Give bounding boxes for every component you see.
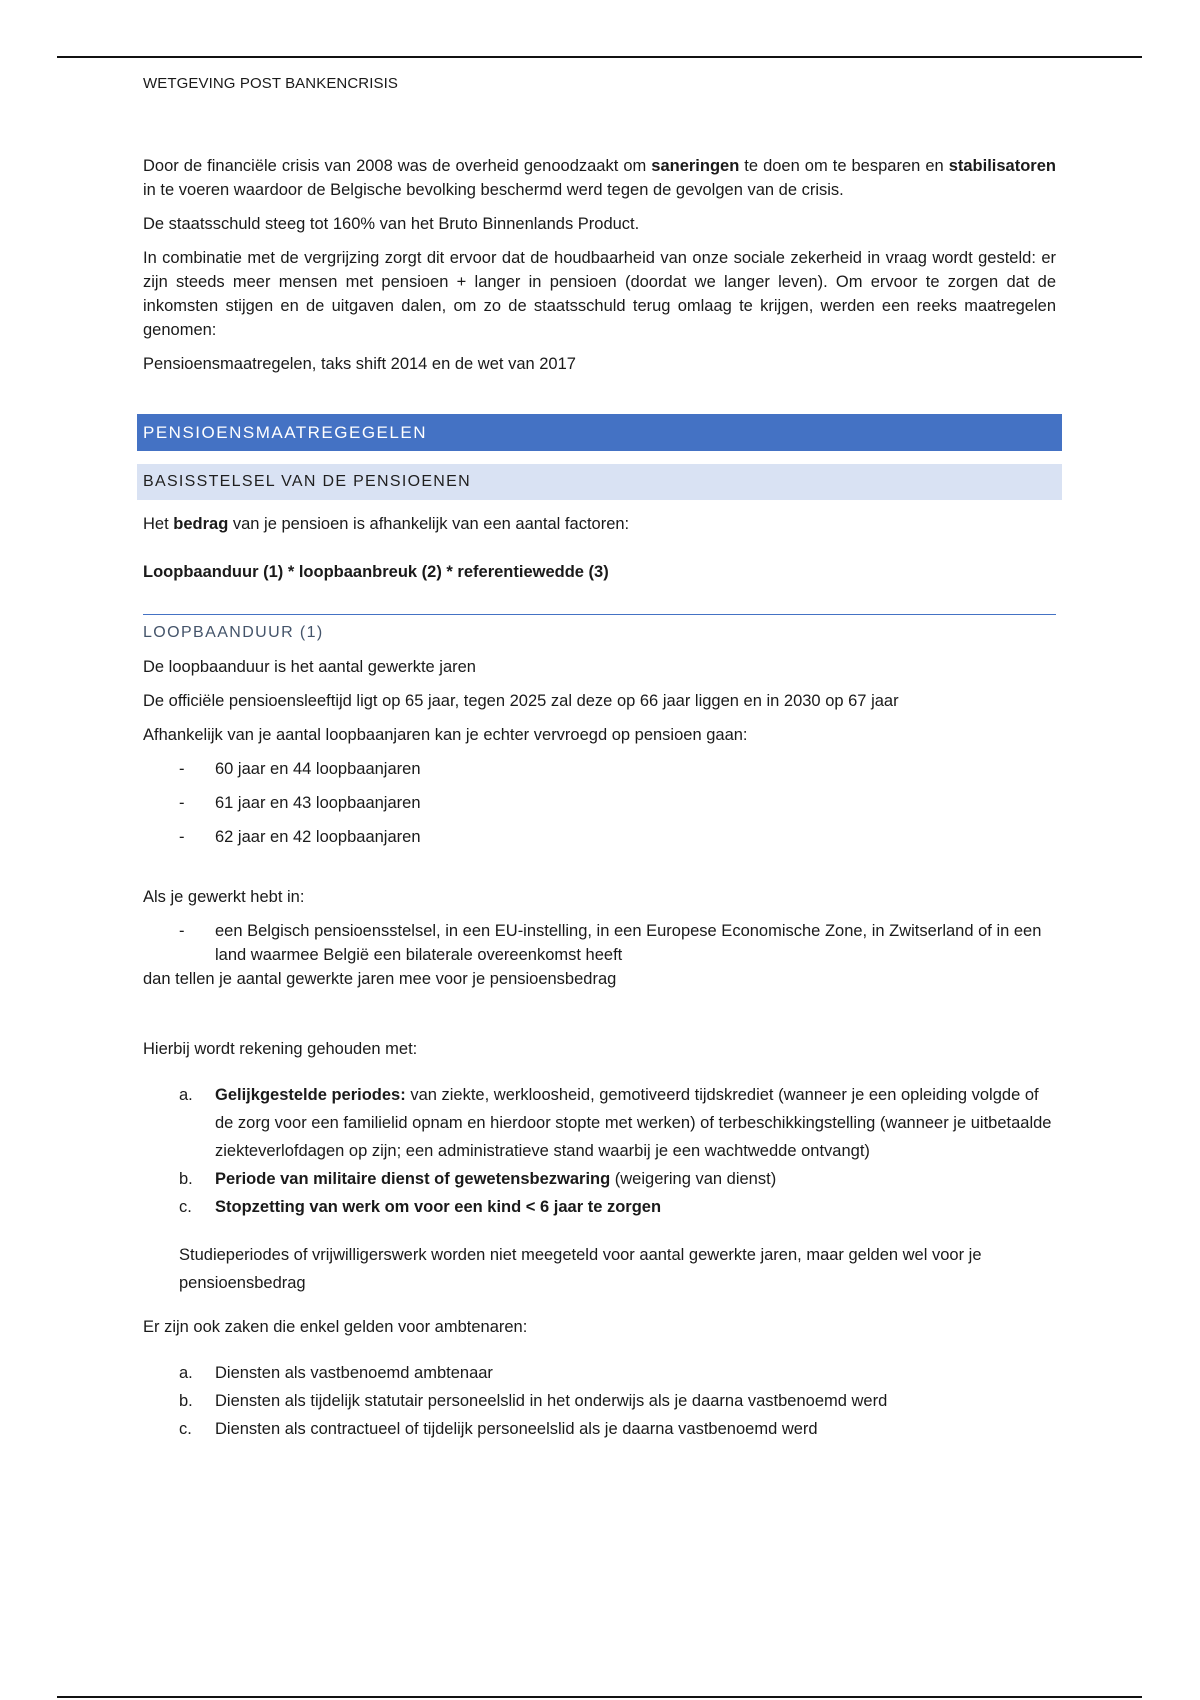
amount-paragraph [143, 512, 1056, 536]
civil-servant-list [143, 1359, 1056, 1443]
list-item-text: 60 jaar en 44 loopbaanjaren [215, 760, 421, 778]
alpha-marker: a. [179, 1086, 193, 1104]
dash-marker: - [179, 760, 185, 778]
career-paragraph-2: De officiële pensioensleeftijd ligt op 65 jaar, tegen 2025 zal deze op 66 jaar liggen en in 2030 op 67 jaar [143, 692, 899, 710]
list-item-bold: Gelijkgestelde periodes: [215, 1086, 406, 1104]
amount-bold: bedrag [173, 515, 229, 533]
list-item [143, 1193, 1056, 1221]
list-item-text: Diensten als vastbenoemd ambtenaar [215, 1364, 493, 1382]
intro-bold-saneringen: saneringen [651, 157, 740, 175]
list-item-bold: Periode van militaire dienst of gewetensbezwaring [215, 1170, 611, 1188]
intro-bold-stabilisatoren: stabilisatoren [948, 157, 1056, 175]
list-item-text: een Belgisch pensioensstelsel, in een EU-instelling, in een Europese Economische Zone, in Zwitserland of in een land waarmee België een bilaterale overeenkomst heeft [215, 922, 1042, 964]
intro-text: te doen om te besparen en [739, 157, 949, 175]
dash-marker: - [179, 922, 185, 940]
list-item-text: 62 jaar en 42 loopbaanjaren [215, 828, 421, 846]
list-item-text: (weigering van dienst) [610, 1170, 777, 1188]
list-item-text: Diensten als tijdelijk statutair personeelslid in het onderwijs als je daarna vastbenoemd werd [215, 1392, 888, 1410]
pension-formula: Loopbaanduur (1) * loopbaanbreuk (2) * referentiewedde (3) [143, 563, 609, 581]
heading-pension-measures: PENSIOENSMAATREGEGELEN [137, 414, 1062, 451]
alpha-marker: c. [179, 1420, 192, 1438]
heading-career-duration: LOOPBAANDUUR (1) [143, 624, 324, 641]
dash-marker: - [179, 794, 185, 812]
list-item [143, 1081, 1056, 1165]
header-rule [57, 56, 1142, 58]
account-intro: Hierbij wordt rekening gehouden met: [143, 1040, 418, 1058]
worked-intro: Als je gewerkt hebt in: [143, 888, 305, 906]
alpha-marker: b. [179, 1392, 193, 1410]
list-item-text: Diensten als contractueel of tijdelijk personeelslid als je daarna vastbenoemd werd [215, 1420, 818, 1438]
heading-basic-system: BASISSTELSEL VAN DE PENSIOENEN [137, 464, 1062, 500]
intro-text: in te voeren waardoor de Belgische bevolking beschermd werd tegen de gevolgen van de crisis. [143, 181, 844, 199]
list-item [143, 1387, 1056, 1415]
worked-list [143, 919, 1056, 967]
career-paragraph-1: De loopbaanduur is het aantal gewerkte jaren [143, 658, 476, 676]
list-item [143, 1165, 1056, 1193]
footer-rule [57, 1696, 1142, 1698]
intro-paragraph-4: Pensioensmaatregelen, taks shift 2014 en de wet van 2017 [143, 355, 576, 373]
list-item [143, 1359, 1056, 1387]
dash-marker: - [179, 828, 185, 846]
list-item [143, 825, 1056, 849]
list-item [143, 757, 1056, 781]
alpha-marker: b. [179, 1170, 193, 1188]
intro-paragraph-3: In combinatie met de vergrijzing zorgt dit ervoor dat de houdbaarheid van onze sociale zekerheid in vraag wordt gesteld: er zijn steeds meer mensen met pensioen + langer in pensioen (doordat we langer leven). Om ervoor te zorgen dat de inkomsten stijgen en de uitgaven dalen, om zo de staatsschuld terug omlaag te krijgen, werden een reeks maatregelen genomen: [143, 249, 1056, 339]
alpha-marker: a. [179, 1364, 193, 1382]
career-paragraph-3: Afhankelijk van je aantal loopbaanjaren kan je echter vervroegd op pensioen gaan: [143, 726, 748, 744]
early-retirement-list [143, 757, 1056, 849]
account-list [143, 1081, 1056, 1221]
intro-text: Door de financiële crisis van 2008 was de overheid genoodzaakt om [143, 157, 652, 175]
list-item [143, 919, 1056, 967]
amount-text: Het [143, 515, 174, 533]
intro-paragraph-1 [143, 154, 1056, 202]
heading-career-duration-block [143, 614, 1056, 645]
study-note: Studieperiodes of vrijwilligerswerk worden niet meegeteld voor aantal gewerkte jaren, maar gelden wel voor je pensioensbedrag [179, 1246, 982, 1292]
worked-outro: dan tellen je aantal gewerkte jaren mee voor je pensioensbedrag [143, 970, 617, 988]
running-header: WETGEVING POST BANKENCRISIS [143, 75, 398, 92]
amount-text: van je pensioen is afhankelijk van een aantal factoren: [228, 515, 630, 533]
list-item-bold: Stopzetting van werk om voor een kind < 6 jaar te zorgen [215, 1198, 662, 1216]
intro-paragraph-2: De staatsschuld steeg tot 160% van het Bruto Binnenlands Product. [143, 215, 640, 233]
list-item [143, 791, 1056, 815]
list-item-text: 61 jaar en 43 loopbaanjaren [215, 794, 421, 812]
alpha-marker: c. [179, 1198, 192, 1216]
list-item-text: van ziekte, werkloosheid, gemotiveerd tijdskrediet (wanneer je een opleiding volgde of de zorg voor een familielid opnam en hierdoor stopte met werken) of terbeschikkingstelling (wanneer je uitbetaalde ziekteverlofdagen op zijn; een administratieve stand waarbij je een wachtwedde ontvangt) [215, 1086, 1052, 1160]
document-body [143, 154, 1056, 1443]
list-item [143, 1415, 1056, 1443]
civil-intro: Er zijn ook zaken die enkel gelden voor ambtenaren: [143, 1318, 528, 1336]
